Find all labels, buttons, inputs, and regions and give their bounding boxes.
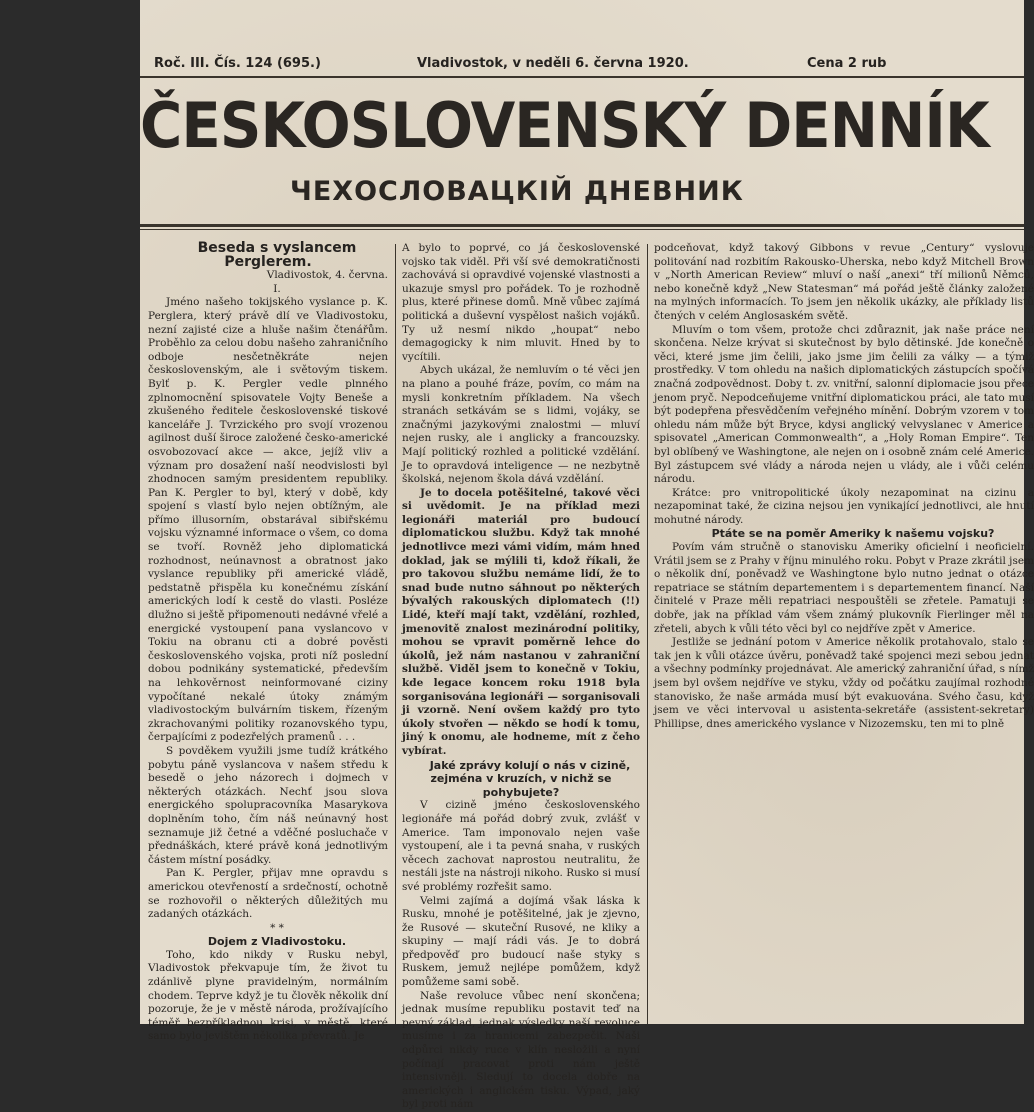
place-date: Vladivostok, v neděli 6. června 1920. bbox=[417, 56, 689, 71]
paragraph: Velmi zajímá a dojímá však láska k Rusku, mnohé je potěšitelné, jak je zjevno, že Rusové — skuteční Rusové, ne kliky a skupiny — mají rádi vás. Je to dobrá předpověď pro budoucí naše styky s Ruskem, jemuž nejlépe pomůžem, když pomůžeme sami sobě. bbox=[402, 894, 640, 989]
paragraph: A bylo to poprvé, co já československé vojsko tak viděl. Při vší své demokratičnosti zachovává si opravdivé vojenské vlastnosti a ukazuje smysl pro pořádek. To je rozhodně plus, které přinese domů. Mně vůbec zajímá politická a duševní vyspělost našich vojáků. Ty už nesmí nikdo „houpat“ nebo demagogicky k nim mluvit. Hned by to vycítili. bbox=[402, 242, 640, 363]
masthead-subtitle: ЧЕХОСЛОВАЦКІЙ ДНЕВНИК bbox=[290, 176, 744, 207]
section-heading: Dojem z Vladivostoku. bbox=[207, 935, 347, 949]
masthead-title: ČESKOSLOVENSKÝ DENNÍK bbox=[140, 89, 989, 162]
paragraph: Povím vám stručně o stanovisku Ameriky oficielní i neoficielní. Vrátil jsem se z Prahy v říjnu minulého roku. Pobyt v Praze zkrátil jsem o několik dní, poněvadž ve Washingtone bylo nutno jednat o otázce repatriace se státním departementem i s departementem financí. Naší činitelé v Praze měli repatriaci nespouštěli se zřetele. Pamatuji se dobře, jak na příklad vám všem známý plukovník Fierlinger měl na zřeteli, abych k vůli této věci byl co nejdříve zpět v Americe. bbox=[654, 541, 1034, 635]
paragraph: Naše revoluce vůbec není skončena; jednak musíme republiku postavit teď na pevný základ, jednak výsledky naší revoluce musíme i za hranicemi zabezpečit. Naši odpůrci nikdy ruce v klín nesložili a nyní počínají pracovat proti nám ještě intensivněji. Sledují to docela dobře na amerických i anglickém tisku. Výpad, jaký byl proti nám bbox=[402, 989, 640, 1111]
top-rule bbox=[140, 76, 1024, 78]
paragraph: podceňovat, když takový Gibbons v revue „Century“ vyslovuje politování nad rozbitím Rakousko-Uherska, nebo když Mitchell Brown v „North American Review“ mluví o naší „anexi“ tří milionů Němců, nebo konečně když „New Statesman“ má pořád ještě články založené na mylných informacích. To jsem jen několik ukázky, ale příklady listů čtených v celém Anglosaském světě. bbox=[654, 242, 1034, 322]
paragraph: Jestliže se jednání potom v Americe několik protahovalo, stalo se tak jen k vůli otázce úvěru, poněvadž také spojenci mezi sebou jednat a všechny podmínky projednávat. Ale americký zahraniční úřad, s nímž jsem byl ovšem nejdříve ve styku, vždy od počátku zaujímal rozhodné stanovisko, že naše armáda musí být evakuována. Svého času, když jsem ve věci intervoval u asistenta-sekretáře (assistent-sekretary) Phillipse, dnes amerického vyslance v Nizozemsku, ten mi to plně bbox=[654, 636, 1034, 730]
question-heading: Ptáte se na poměr Ameriky k našemu vojsku? bbox=[711, 527, 995, 541]
issue-line bbox=[152, 56, 1024, 76]
paragraph: Pan K. Pergler, přijav mne opravdu s americkou otevřeností a srdečností, ochotně se rozhovořil o některých důležitých mu zadaných otázkách. bbox=[148, 867, 388, 921]
paragraph: S povděkem využili jsme tudíž krátkého pobytu páně vyslancova v našem středu k besedě o jeho názorech i dojmech v některých otázkách. Nechť jsou slova energického spolupracovníka Masarykova doplněním toho, čím náš neúnavný host seznamuje již četné a vděčné posluchače v přednáškách, které právě koná jednotlivým částem místní posádky. bbox=[148, 744, 388, 866]
issue-number: Roč. III. Čís. 124 (695.) bbox=[154, 56, 321, 71]
masthead-rule-thin bbox=[140, 229, 1024, 230]
paragraph: Toho, kdo nikdy v Rusku nebyl, Vladivostok překvapuje tím, že život tu zdánlivě plyne pravidelným, normálním chodem. Teprve když je tu člověk několik dní pozoruje, že je v městě národa, prožívajícího téměř bezpříkladnou krisi, v městě, které samo bylo jevištěm několika převratů. Je bbox=[148, 948, 388, 1043]
article-title: Beseda s vyslancem Perglerem. bbox=[197, 240, 357, 270]
column-2 bbox=[402, 242, 640, 1111]
column-1 bbox=[148, 240, 388, 1043]
newspaper-page bbox=[140, 0, 1034, 1111]
paragraph: V cizině jméno československého legionáře má pořád dobrý zvuk, zvlášť v Americe. Tam imponovalo nejen vaše vystoupení, ale i ta pevná snaha, v ruských věcech zachovat naprostou neutralitu, že nestáli jste na nástroji nikoho. Rusko si musí své problémy rozřešit samo. bbox=[402, 799, 640, 893]
column-divider bbox=[647, 244, 648, 1024]
paragraph: Krátce: pro vnitropolitické úkoly nezapominat na cizinu a nezapominat také, že cizina nejsou jen vynikající jednotlivci, ale hnutí mohutné národy. bbox=[654, 486, 1034, 526]
paragraph-bold: Je to docela potěšitelné, takové věci si uvědomit. Je na příklad mezi legionáři materiál pro budoucí diplomatickou službu. Když tak mnohé jednotlivce mezi vámi vidím, mám hned doklad, jak se mýlili ti, kdož říkali, že pro takovou službu nemáme lidí, že to snad bude nutno sáhnout po některých bývalých rakouských diplomatech (!!) Lidé, kteří mají takt, vzdělání, rozhled, jmenovitě znalost mezinárodní politiky, mohou se vpravit poměrně lehce do úkolů, jež nám nastanou v zahraniční službě. Viděl jsem to konečně v Tokiu, kde legace koncem roku 1918 byla sorganisována legionáři — sorganisovali ji vzorně. Není ovšem každý pro tyto úkoly stvořen — někdo se hodí k tomu, jiný k onomu, ale hodneme, mít z čeho vybírat. bbox=[402, 486, 640, 757]
paragraph: Mluvím o tom všem, protože chci zdůraznit, jak naše práce není skončena. Nelze krývat si skutečnost by bylo dětinské. Jde konečně o věci, které jsme jim čelili, jako jsme jim čelili za války — a týmiž prostředky. V tom ohledu na našich diplomatických zástupcích spočívá značná zodpovědnost. Doby t. zv. vnitřní, salonní diplomacie jsou přece jenom pryč. Nepodceňujeme vnitřní diplomatickou práci, ale tato musí být podepřena přesvědčením veřejného mínění. Dobrým vzorem v tom ohledu nám může být Bryce, kdysi anglický velvyslanec v Americe a spisovatel „American Commonwealth“, a „Holy Roman Empire“. Ten byl oblíbený ve Washingtone, ale nejen on i osobně znám celé Americe. Byl zástupcem své vlády a národa nejen u vlády, ale i vůči celému národu. bbox=[654, 323, 1034, 486]
dateline: Vladivostok, 4. června. bbox=[266, 269, 388, 282]
question-heading: Jaké zprávy kolují o nás v cizině, zejména v kruzích, v nichž se pohybujete? bbox=[429, 758, 631, 799]
paragraph: Jméno našeho tokijského vyslance p. K. Perglera, který právě dlí ve Vladivostoku, nezní zajisté cize a hluše našim čtenářům. Proběhlo za celou dobu našeho zahraničního odboje nesčetněkráte nejen československým, ale i světovým tiskem. Bylť p. K. Pergler vedle plnného zplnomocnění spisovatele Vojty Beneše a zkušeného ředitele československé tiskové kanceláře J. Tvrzického pro svojí vrozenou agilnost duší široce založené česko-americké osvobozovací akce — akce, jejíž vliv a význam pro dosažení naší neodvislosti byl zhodnocen samým presidentem republiky. Pan K. Pergler to byl, který v době, kdy spojení s vlastí bylo nejen obtížným, ale přímo illusorním, obstarával sibiřskému vojsku významné informace o všem, co doma se tvoří. Rovněž jeho diplomatická rozhodnost, neúnavnost a obratnost jako vyslance republiky při americké vládě, pedstatně přispěla ku konečnému získání amerických lodí k cestě do vlasti. Posléze dlužno si ještě připomenouti nedávné vřelé a energické vystoupení pana vyslancovo v Tokiu na obranu cti a dobré pověsti československého vojska, proti níž poslední dobou podnikány systematické, především na lehkověrnost neinformované ciziny vypočítané nekalé útoky známým vladivostockým bulvárním tiskem, řízeným zkrachovanými politiky rozanovského typu, čerpajícími z podezřelých pramenů . . . bbox=[148, 296, 388, 744]
section-number: I. bbox=[273, 282, 281, 295]
section-break: * * bbox=[270, 921, 284, 934]
price: Cena 2 rub bbox=[807, 56, 887, 71]
column-divider bbox=[395, 244, 396, 1024]
masthead-rule bbox=[140, 224, 1024, 227]
column-3 bbox=[654, 242, 1034, 1024]
paragraph: Abych ukázal, že nemluvím o té věci jen na plano a pouhé fráze, povím, co mám na mysli konkretním příkladem. Na všech stranách setkávám se s lidmi, vojáky, se značnými jazykovými znalostmi — mluví nejen rusky, ale i anglicky a francouzsky. Mají politický rozhled a politické vzdělání. Je to opravdová inteligence — ne nezbytně školská, nejenom škola dává vzdělání. bbox=[402, 364, 640, 486]
